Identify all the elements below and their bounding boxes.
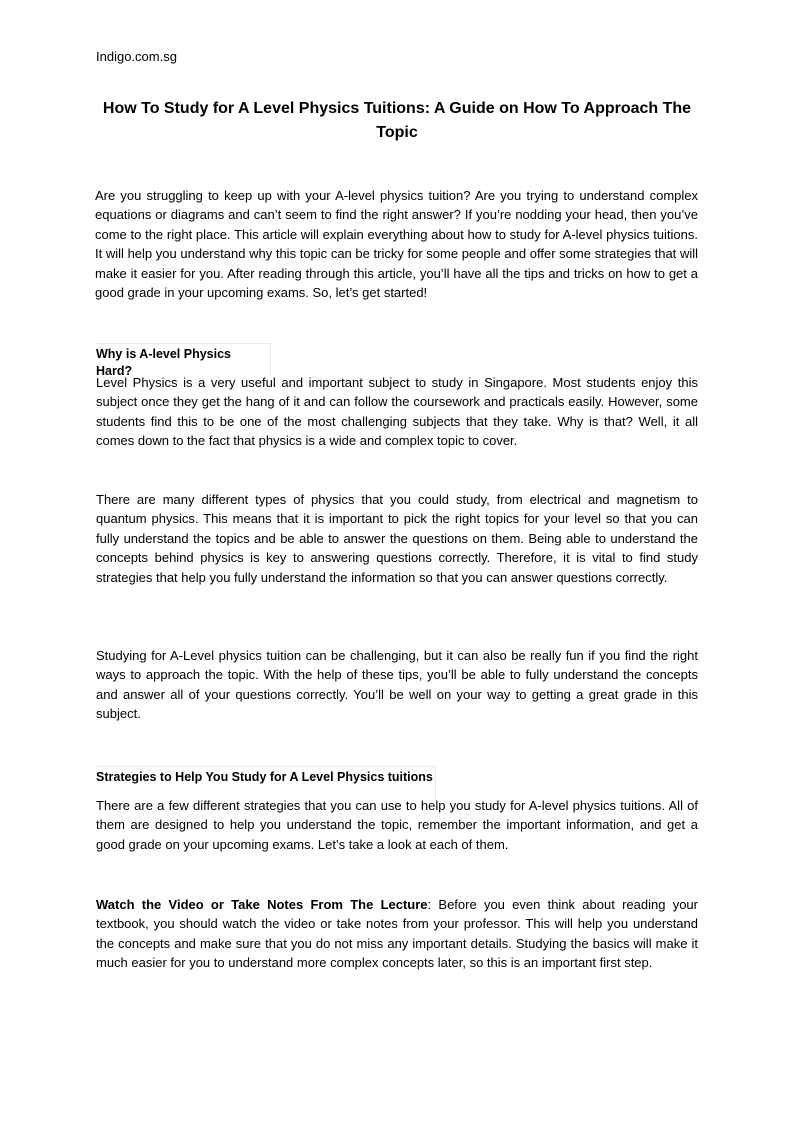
intro-paragraph: Are you struggling to keep up with your A-level physics tuition? Are you trying to understand complex equations or diagrams and can’t seem to find the right answer? If you’re nodding your head, then you’ve come to the right place. This article will explain everything about how to study for A-level physics tuitions. It will help you understand why this topic can be tricky for some people and offer some strategies that will make it easier for you. After reading through this article, you’ll have all the tips and tricks on how to get a good grade in your upcoming exams. So, let’s get started! (95, 188, 698, 301)
tip-watch-video-label: Watch the Video or Take Notes From The Lecture (96, 897, 428, 912)
tip-watch-video-paragraph (96, 895, 698, 973)
tip-watch-video-text: : Before you even think about reading your textbook, you should watch the video or take notes from your professor. This will help you understand the concepts and make sure that you do not miss any important details. Studying the basics will make it much easier for you to understand more complex concepts later, so this is an important first step. (96, 897, 698, 971)
article-title: How To Study for A Level Physics Tuitions: A Guide on How To Approach The Topic (102, 100, 692, 141)
section1-paragraph-2: There are many different types of physics that you could study, from electrical and magnetism to quantum physics. This means that it is important to pick the right topics for your level so that you can fully understand the topics and be able to answer the questions on them. Being able to understand the concepts behind physics is key to answering questions correctly. Therefore, it is vital to find study strategies that help you fully understand the information so that you can answer questions correctly. (96, 492, 698, 585)
section-heading-why-hard: Why is A-level Physics Hard? (96, 343, 271, 377)
section1-paragraph-3: Studying for A-Level physics tuition can be challenging, but it can also be really fun if you find the right ways to approach the topic. With the help of these tips, you’ll be able to fully understand the concepts and answer all of your questions correctly. You’ll be well on your way to getting a great grade in this subject. (96, 648, 698, 722)
section2-intro-paragraph: There are a few different strategies that you can use to help you study for A-level physics tuitions. All of them are designed to help you understand the topic, remember the important information, and get a good grade on your upcoming exams. Let’s take a look at each of them. (96, 798, 698, 852)
section1-paragraph-1: Level Physics is a very useful and important subject to study in Singapore. Most students enjoy this subject once they get the hang of it and can follow the coursework and practicals easily. However, some students find this to be one of the most challenging subjects that they take. Why is that? Well, it all comes down to the fact that physics is a wide and complex topic to cover. (96, 375, 698, 449)
section-heading-strategies: Strategies to Help You Study for A Level Physics tuitions (96, 766, 436, 800)
site-name: Indigo.com.sg (96, 49, 177, 64)
